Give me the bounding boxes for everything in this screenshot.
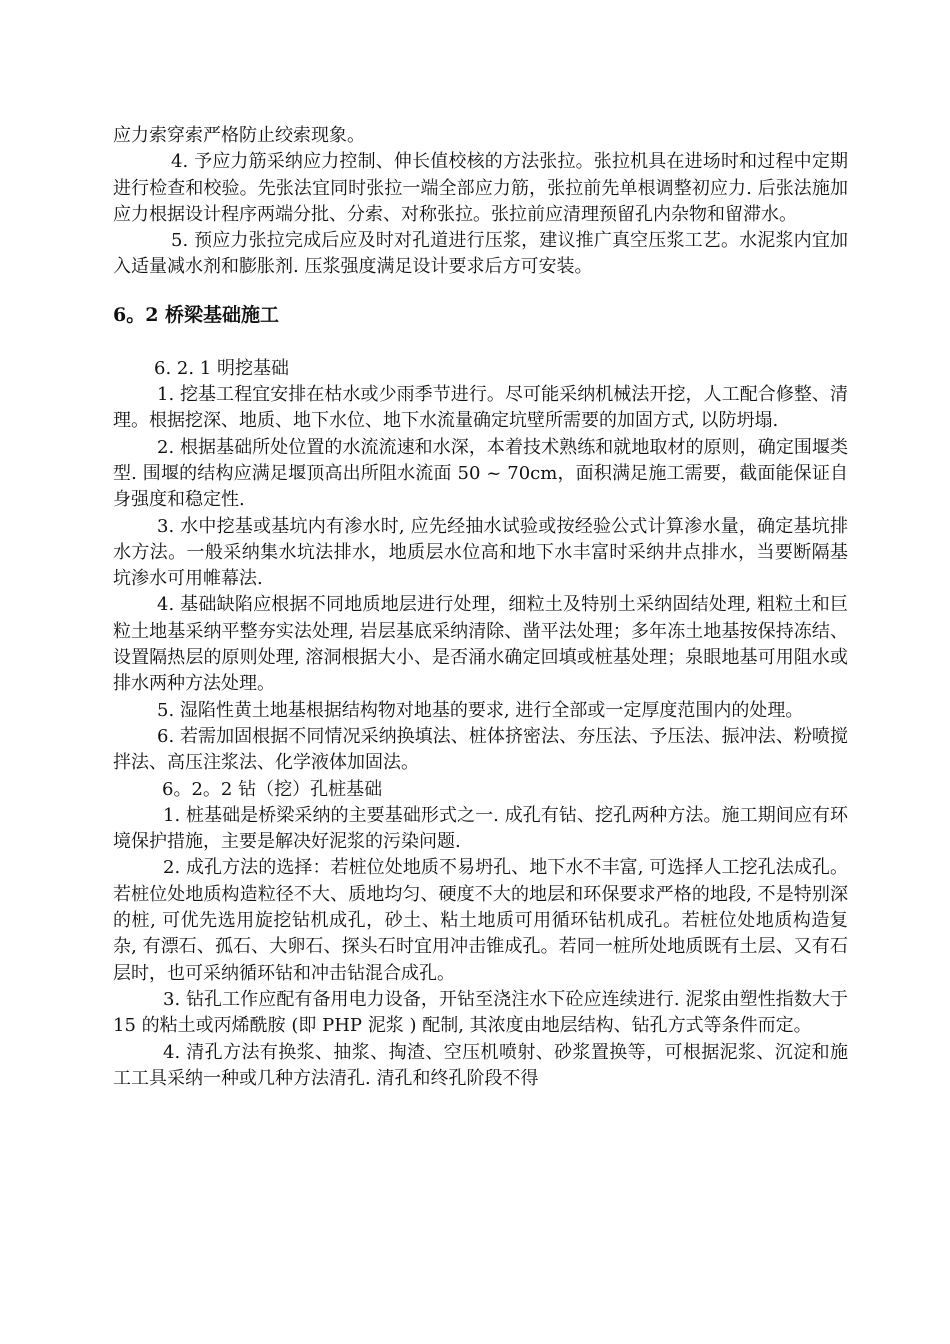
- subsection-title-bored-piles: 6。2。2 钻（挖）孔桩基础: [162, 778, 383, 800]
- list-item: 2. 成孔方法的选择：若桩位处地质不易坍孔、地下水不丰富, 可选择人工挖孔法成孔。若桩位处地质构造粒径不大、质地均匀、硬度不大的地层和环保要求严格的地段, 不是特别深的桩, 可优先选用旋挖钻机成孔，砂土、粘土地质可用循环钻机成孔。若桩位处地质构造复杂, 有漂石、孤石、大卵石、探头石时宜用冲击锥成孔。若同一桩所处地质既有土层、又有石层时，也可采纳循环钻和冲击钻混合成孔。: [113, 857, 848, 984]
- subsection-title-open-excavation: 6. 2. 1 明挖基础: [154, 357, 289, 379]
- paragraph-prestress-tension: 4. 予应力筋采纳应力控制、伸长值校核的方法张拉。张拉机具在进场时和过程中定期进行检查和校验。先张法宜同时张拉一端全部应力筋，张拉前先单根调整初应力. 后张法施加应力根据设计程序两端分批、分索、对称张拉。张拉前应清理预留孔内杂物和留滞水。: [113, 151, 848, 225]
- list-item: 5. 湿陷性黄土地基根据结构物对地基的要求, 进行全部或一定厚度范围内的处理。: [157, 699, 804, 721]
- list-item: 1. 挖基工程宜安排在枯水或少雨季节进行。尽可能采纳机械法开挖，人工配合修整、清理。根据挖深、地质、地下水位、地下水流量确定坑壁所需要的加固方式, 以防坍塌.: [113, 384, 848, 432]
- document-body: [113, 123, 848, 1092]
- list-item: 3. 钻孔工作应配有备用电力设备，开钻至浇注水下砼应连续进行. 泥浆由塑性指数大于 15 的粘土或丙烯酰胺 (即 PHP 泥浆 ) 配制, 其浓度由地层结构、钻孔方式等条件而定。: [113, 988, 848, 1037]
- list-item: 2. 根据基础所处位置的水流流速和水深，本着技术熟练和就地取材的原则，确定围堰类型. 围堰的结构应满足堰顶高出所阻水流面 50 ~ 70cm，面积满足施工需要，截面能保证自身强度和稳定性.: [113, 436, 848, 511]
- list-item: 1. 桩基础是桥梁采纳的主要基础形式之一. 成孔有钻、挖孔两种方法。施工期间应有环境保护措施，主要是解决好泥浆的污染问题.: [113, 804, 848, 853]
- list-item: 4. 清孔方法有换浆、抽浆、掏渣、空压机喷射、砂浆置换等，可根据泥浆、沉淀和施工工具采纳一种或几种方法清孔. 清孔和终孔阶段不得: [113, 1041, 848, 1089]
- paragraph-prestress-grouting: 5. 预应力张拉完成后应及时对孔道进行压浆，建议推广真空压浆工艺。水泥浆内宜加入适量减水剂和膨胀剂. 压浆强度满足设计要求后方可安装。: [113, 230, 848, 278]
- list-item: 3. 水中挖基或基坑内有渗水时, 应先经抽水试验或按经验公式计算渗水量，确定基坑排水方法。一般采纳集水坑法排水，地质层水位高和地下水丰富时采纳井点排水，当要断隔基坑渗水可用帷幕法.: [113, 515, 848, 590]
- list-item: 6. 若需加固根据不同情况采纳换填法、桩体挤密法、夯压法、予压法、振冲法、粉喷搅拌法、高压注浆法、化学液体加固法。: [113, 725, 848, 774]
- section-title: 6。2 桥梁基础施工: [113, 303, 280, 326]
- list-item: 4. 基础缺陷应根据不同地质地层进行处理，细粒土及特别土采纳固结处理, 粗粒土和巨粒土地基采纳平整夯实法处理, 岩层基底采纳清除、凿平法处理；多年冻土地基按保持冻结、设置隔热层的原则处理, 溶洞根据大小、是否涌水确定回填或桩基处理；泉眼地基可用阻水或排水两种方法处理。: [113, 594, 848, 695]
- paragraph-prestress-threading: 应力索穿索严格防止绞索现象。: [113, 125, 365, 146]
